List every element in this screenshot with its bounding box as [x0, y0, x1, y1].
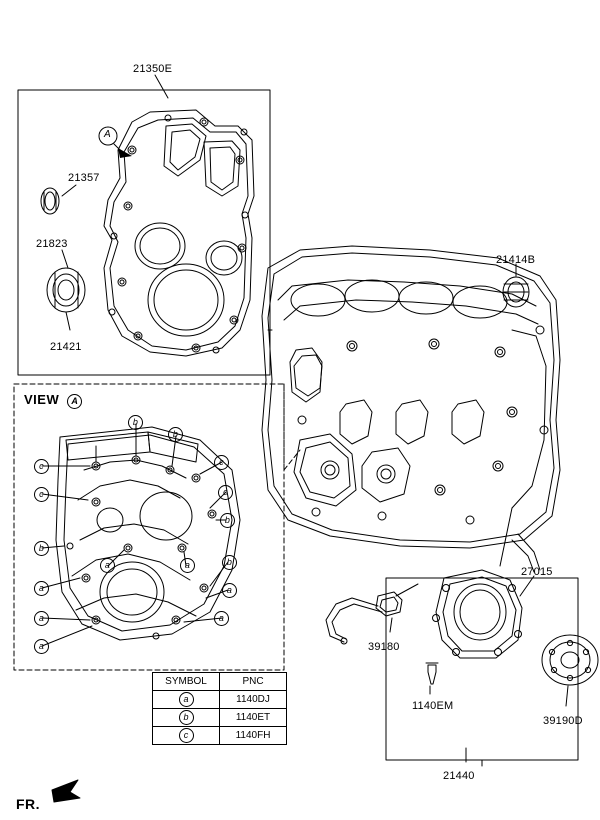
symbol-marker-b: b [222, 555, 237, 570]
part-label-39190d: 39190D [543, 715, 583, 727]
symbol-marker-a: a [34, 611, 49, 626]
timing-cover-box [18, 90, 270, 375]
symbol-marker-a: a [180, 558, 195, 573]
symbol-marker-a: a [214, 611, 229, 626]
table-row [153, 709, 287, 727]
part-label-39180: 39180 [368, 641, 400, 653]
table-cell-pnc: 1140DJ [220, 691, 287, 709]
view-a-symbol: A [67, 394, 82, 409]
front-orientation-label: FR. [16, 796, 41, 812]
part-label-21357: 21357 [68, 172, 100, 184]
part-label-21440: 21440 [443, 770, 475, 782]
table-cell-pnc: 1140FH [220, 727, 287, 745]
view-a-heading [24, 392, 82, 409]
table-cell-symbol: a [153, 691, 220, 709]
table-row [153, 691, 287, 709]
table-cell-symbol: c [153, 727, 220, 745]
symbol-marker-b: b [220, 513, 235, 528]
symbol-marker-a: a [34, 581, 49, 596]
symbol-marker-a: a [34, 639, 49, 654]
part-label-27015: 27015 [521, 566, 553, 578]
symbol-marker-c: c [218, 485, 233, 500]
symbol-marker-a: a [100, 558, 115, 573]
symbol-marker-b: b [168, 427, 183, 442]
part-label-1140em: 1140EM [412, 700, 454, 712]
part-label-21350e: 21350E [133, 63, 173, 75]
symbol-marker-b: b [128, 415, 143, 430]
symbol-marker-a: a [222, 583, 237, 598]
part-label-21823: 21823 [36, 238, 68, 250]
part-label-21414b: 21414B [496, 254, 536, 266]
symbol-marker-b: b [34, 541, 49, 556]
part-label-21421: 21421 [50, 341, 82, 353]
table-cell-pnc: 1140ET [220, 709, 287, 727]
symbol-marker-c: c [34, 459, 49, 474]
table-row [153, 727, 287, 745]
symbol-marker-c: c [214, 455, 229, 470]
table-header-symbol: SYMBOL [153, 673, 220, 691]
symbol-marker-c: c [34, 487, 49, 502]
callout-a-letter: A [104, 129, 111, 140]
table-header-pnc: PNC [220, 673, 287, 691]
table-cell-symbol: b [153, 709, 220, 727]
view-label: VIEW [24, 392, 60, 407]
symbol-pnc-table [152, 672, 287, 745]
